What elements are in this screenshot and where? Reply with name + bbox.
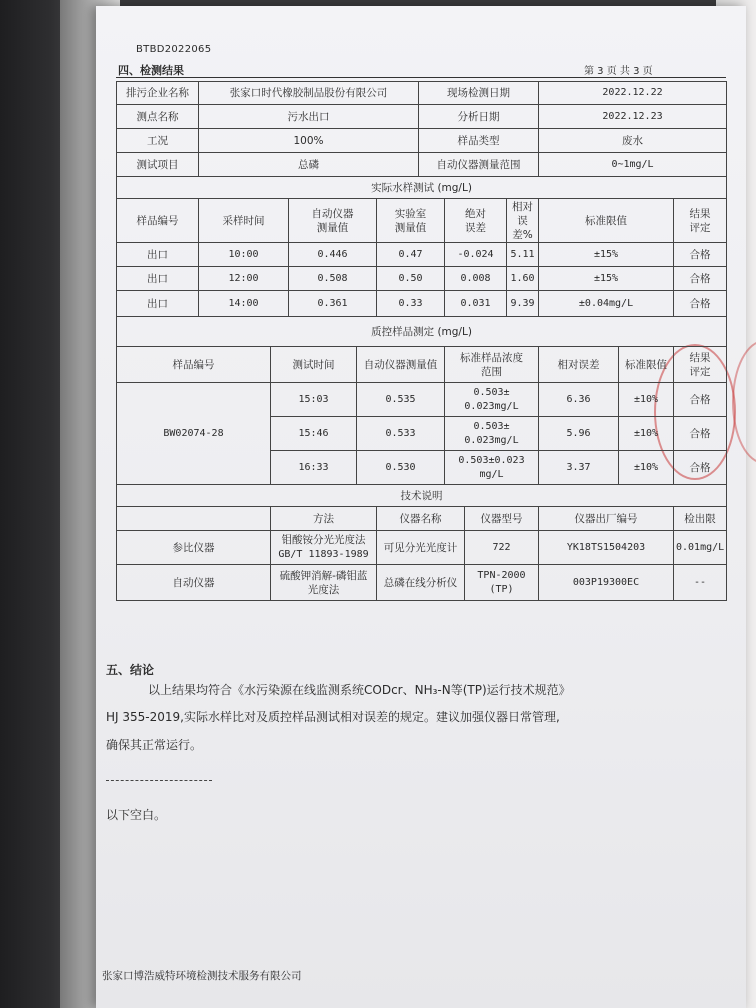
table-row [117,383,727,417]
cell: 9.39 [507,291,539,317]
analysis-date-value: 2022.12.23 [539,105,727,129]
company-label: 排污企业名称 [117,82,199,105]
table-row [117,291,727,317]
actual-header: 标准限值 [539,199,674,243]
tech-title-row [117,485,727,507]
cell: 合格 [674,451,727,485]
actual-header: 样品编号 [117,199,199,243]
cell: ±0.04mg/L [539,291,674,317]
qc-sample-id: BW02074-28 [117,383,271,485]
qc-title-row [117,317,727,347]
actual-header: 绝对 误差 [445,199,507,243]
cell: 0.031 [445,291,507,317]
table-row [117,243,727,267]
sample-type-label: 样品类型 [419,129,539,153]
cell: 0.008 [445,267,507,291]
dashed-divider [106,780,212,781]
qc-header: 相对误差 [539,347,619,383]
blank-note: 以下空白。 [106,808,167,822]
cell: 0.446 [289,243,377,267]
qc-title: 质控样品测定 (mg/L) [117,317,727,347]
tech-header: 仪器出厂编号 [539,507,674,531]
auto-method: 硫酸钾消解-磷钼蓝 光度法 [271,565,377,601]
cell: 5.96 [539,417,619,451]
report-page [96,6,746,1008]
cell: 出口 [117,291,199,317]
cell: 合格 [674,267,727,291]
info-row-company [117,82,727,105]
condition-value: 100% [199,129,419,153]
cell: 3.37 [539,451,619,485]
cell: 合格 [674,417,727,451]
actual-header: 实验室 测量值 [377,199,445,243]
conclusion-line-1: 以上结果均符合《水污染源在线监测系统CODcr、NH₃-N等(TP)运行技术规范》 [148,683,571,697]
cell: ±10% [619,383,674,417]
point-value: 污水出口 [199,105,419,129]
cell: 合格 [674,383,727,417]
cell: 10:00 [199,243,289,267]
cell: 0.361 [289,291,377,317]
cell: 出口 [117,267,199,291]
conclusion-title: 五、结论 [106,663,155,677]
actual-header: 自动仪器 测量值 [289,199,377,243]
range-value: 0~1mg/L [539,153,727,177]
qc-header: 自动仪器测量值 [357,347,445,383]
cell: 0.47 [377,243,445,267]
info-row-point [117,105,727,129]
cell: ±10% [619,417,674,451]
document-number: BTBD2022065 [136,44,212,55]
cell: 0.503±0.023 mg/L [445,451,539,485]
actual-header: 采样时间 [199,199,289,243]
cell: -0.024 [445,243,507,267]
actual-title: 实际水样测试 (mg/L) [117,177,727,199]
site-date-label: 现场检测日期 [419,82,539,105]
company-value: 张家口时代橡胶制品股份有限公司 [199,82,419,105]
conclusion-line-3: 确保其正常运行。 [106,738,203,752]
cell: 0.530 [357,451,445,485]
cell: ±15% [539,243,674,267]
qc-header: 测试时间 [271,347,357,383]
qc-header: 样品编号 [117,347,271,383]
results-table [116,81,727,601]
ref-limit: 0.01mg/L [674,531,727,565]
tech-title: 技术说明 [117,485,727,507]
tech-header: 方法 [271,507,377,531]
tech-header-row [117,507,727,531]
ref-method: 钼酸铵分光光度法 GB/T 11893-1989 [271,531,377,565]
cell: 0.33 [377,291,445,317]
tech-header-blank [117,507,271,531]
range-label: 自动仪器测量范围 [419,153,539,177]
tech-header: 检出限 [674,507,727,531]
cell: 0.508 [289,267,377,291]
cell: 0.503± 0.023mg/L [445,417,539,451]
qc-header: 标准样品浓度 范围 [445,347,539,383]
cell: 0.535 [357,383,445,417]
cell: 0.50 [377,267,445,291]
actual-header-row [117,199,727,243]
cell: 6.36 [539,383,619,417]
cell: 14:00 [199,291,289,317]
auto-serial: 003P19300EC [539,565,674,601]
table-row [117,531,727,565]
table-row [117,565,727,601]
analysis-date-label: 分析日期 [419,105,539,129]
site-date-value: 2022.12.22 [539,82,727,105]
info-row-condition [117,129,727,153]
cell: 15:46 [271,417,357,451]
section-title: 四、检测结果 [118,64,184,77]
info-row-item [117,153,727,177]
qc-header: 结果 评定 [674,347,727,383]
footer-company: 张家口博浩威特环境检测技术服务有限公司 [102,970,302,982]
auto-model: TPN-2000 (TP) [465,565,539,601]
auto-name: 总磷在线分析仪 [377,565,465,601]
actual-header: 结果 评定 [674,199,727,243]
sample-type-value: 废水 [539,129,727,153]
table-row [117,267,727,291]
point-label: 测点名称 [117,105,199,129]
qc-header-row [117,347,727,383]
condition-label: 工况 [117,129,199,153]
page-number: 第 3 页 共 3 页 [584,66,653,77]
tech-header: 仪器型号 [465,507,539,531]
ref-name: 可见分光光度计 [377,531,465,565]
actual-title-row [117,177,727,199]
tech-header: 仪器名称 [377,507,465,531]
cell: 5.11 [507,243,539,267]
cell: 1.60 [507,267,539,291]
ref-model: 722 [465,531,539,565]
cell: ±15% [539,267,674,291]
cell: 出口 [117,243,199,267]
qc-header: 标准限值 [619,347,674,383]
cell: 0.503± 0.023mg/L [445,383,539,417]
auto-limit: -- [674,565,727,601]
cell: 15:03 [271,383,357,417]
item-label: 测试项目 [117,153,199,177]
header-rule [116,77,726,78]
conclusion-line-2: HJ 355-2019,实际水样比对及质控样品测试相对误差的规定。建议加强仪器日常管理, [106,710,560,724]
cell: 16:33 [271,451,357,485]
cell: 0.533 [357,417,445,451]
cell: 12:00 [199,267,289,291]
auto-label: 自动仪器 [117,565,271,601]
actual-header: 相对 误差% [507,199,539,243]
cell: ±10% [619,451,674,485]
cell: 合格 [674,291,727,317]
item-value: 总磷 [199,153,419,177]
ref-label: 参比仪器 [117,531,271,565]
ref-serial: YK18TS1504203 [539,531,674,565]
cell: 合格 [674,243,727,267]
